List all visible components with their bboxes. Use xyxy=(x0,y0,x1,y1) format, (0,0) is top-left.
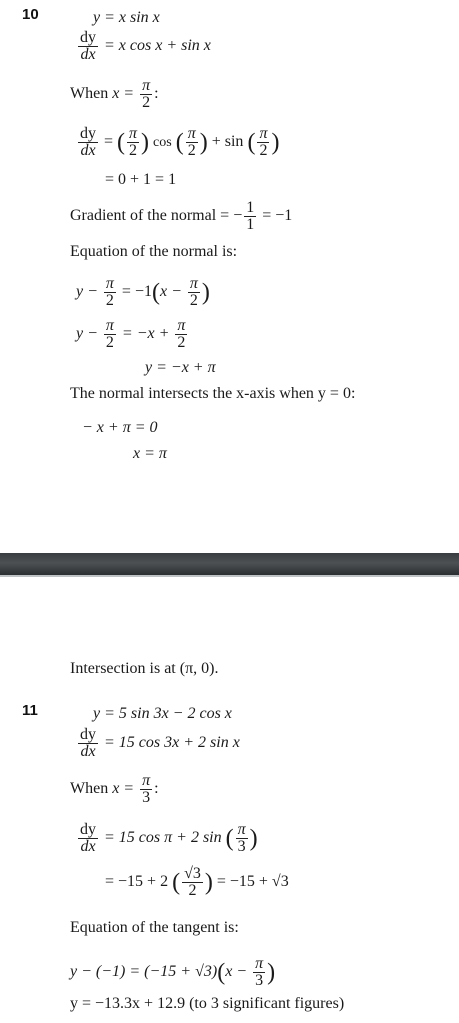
pi: π xyxy=(142,77,151,94)
q11-when: When x = $\frac{\pi}{3}$ : xyxy=(70,772,159,806)
cos-label: cos xyxy=(153,135,172,151)
q11-tangent-eq1: y − (−1) = (−15 + √3)(x − $\frac{\pi}{3}$ ) xyxy=(70,955,276,989)
q10-when xyxy=(70,78,159,111)
when-var: x = xyxy=(112,85,135,103)
q11-tangent-label: Equation of the tangent is: xyxy=(70,919,239,936)
q10-derivative-expr: = x cos x + sin x xyxy=(104,37,211,55)
q11-derivative: $\frac{dy}{dx}$ = 15 cos 3x + 2 sin x xyxy=(80,726,240,760)
q10-intersect-text: The normal intersects the x-axis when y = 0: xyxy=(70,385,356,402)
q10-x-pi: x = π xyxy=(133,445,167,462)
q10-substitution: $\frac{dy}{dx}$ = ( $\frac{\pi}{2}$ ) cos ( $\frac{\pi}{2}$ ) + sin ( $\frac{\pi}{2}$ ) xyxy=(80,125,280,159)
q11-substitution: $\frac{dy}{dx}$ = 15 cos π + 2 sin ( $\frac{\pi}{3}$ ) xyxy=(80,821,258,855)
q10-normal-eq2: y − $\frac{\pi}{2}$ = −x + $\frac{\pi}{2}$ xyxy=(76,317,186,351)
question-number-10: 10 xyxy=(22,6,39,23)
q10-function: y = x sin x xyxy=(93,9,160,26)
dx-label: dx xyxy=(80,46,96,63)
plus-sin: + sin xyxy=(211,133,244,151)
q10-normal-eq1: y − $\frac{\pi}{2}$ = −1(x − $\frac{\pi}{2}$ ) xyxy=(76,275,210,309)
q11-tangent-eq2: y = −13.3x + 12.9 (to 3 significant figures) xyxy=(70,995,345,1012)
equals: = xyxy=(104,133,114,151)
two: 2 xyxy=(142,94,151,111)
q10-gradient: Gradient of the normal = − $\frac{1}{1}$ = −1 xyxy=(70,199,293,233)
q11-result: = −15 + 2 ( $\frac{√3}{2}$ ) = −15 + √3 xyxy=(105,865,289,899)
q10-normal-eq3: y = −x + π xyxy=(145,359,216,376)
dy-label: dy xyxy=(80,29,96,46)
intersection-text: Intersection is at (π, 0). xyxy=(70,660,219,677)
q10-equation-label: Equation of the normal is: xyxy=(70,243,238,260)
when-label: When xyxy=(70,85,109,103)
page-separator xyxy=(0,553,459,575)
colon: : xyxy=(154,85,159,103)
q10-result: = 0 + 1 = 1 xyxy=(105,171,177,188)
question-number-11: 11 xyxy=(22,702,38,719)
q10-derivative xyxy=(76,30,211,63)
gradient-value: = −1 xyxy=(262,207,293,225)
page-separator-shadow xyxy=(0,575,459,577)
q10-eq-zero: − x + π = 0 xyxy=(82,419,158,436)
gradient-label: Gradient of the normal = xyxy=(70,207,230,225)
q11-function: y = 5 sin 3x − 2 cos x xyxy=(93,705,232,722)
